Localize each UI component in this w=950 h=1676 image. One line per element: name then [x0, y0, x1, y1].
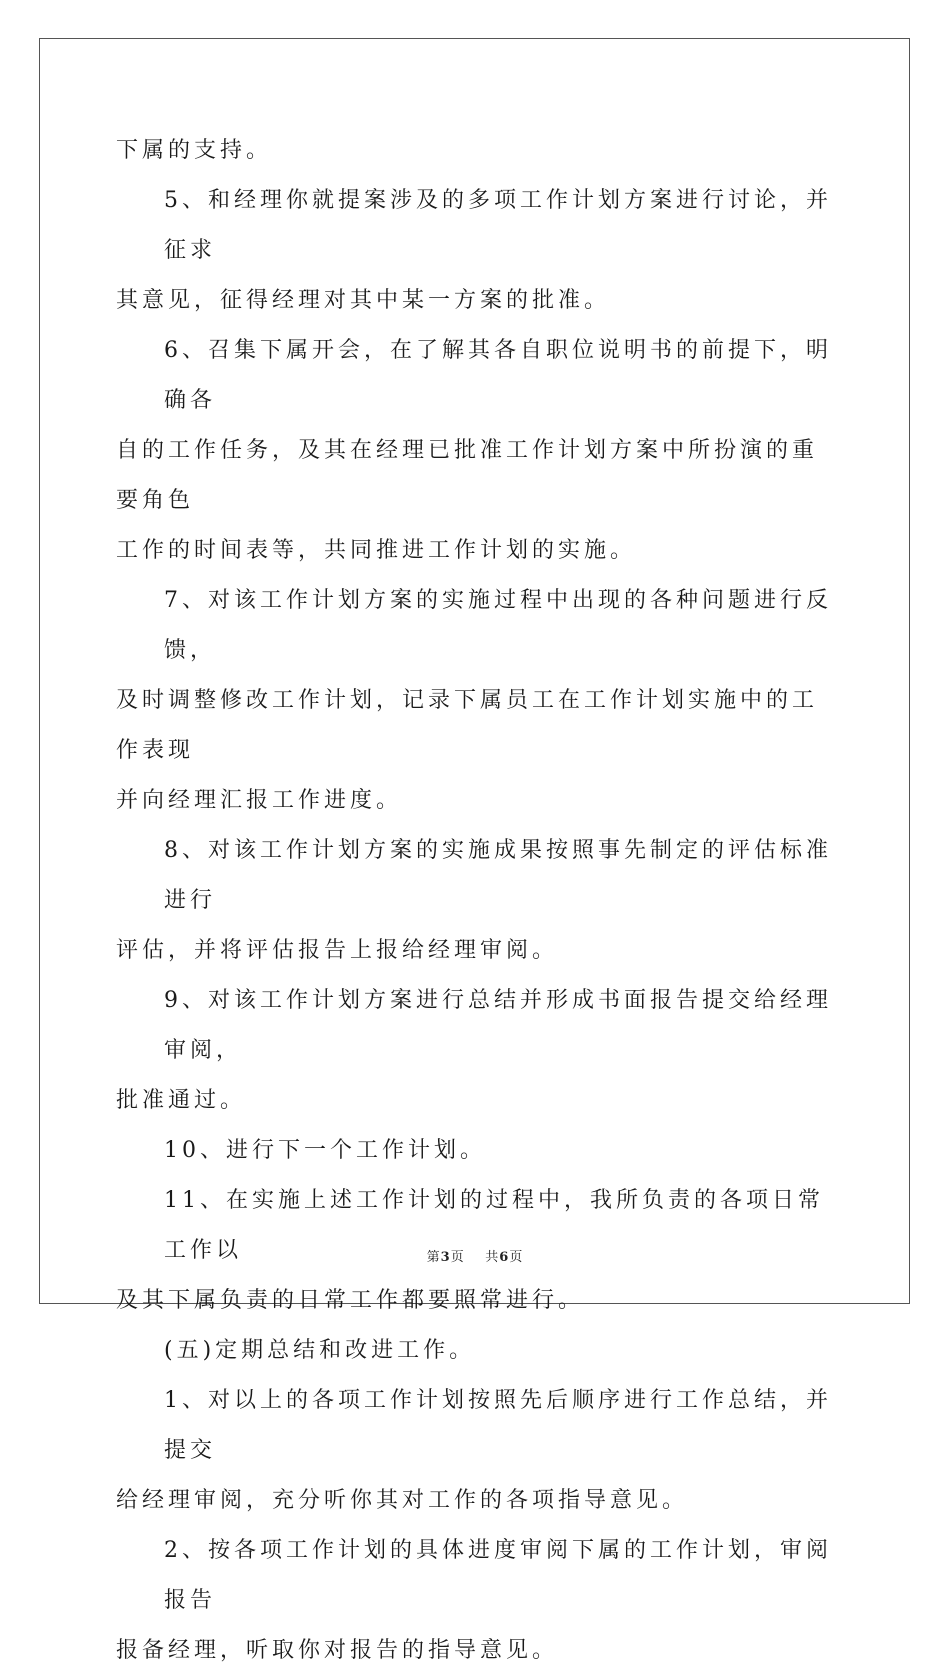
text-line: 及时调整修改工作计划，记录下属员工在工作计划实施中的工作表现 [116, 688, 819, 763]
footer-page-suffix: 页 [450, 1250, 465, 1265]
text-line: 2、按各项工作计划的具体进度审阅下属的工作计划，审阅报告 [164, 1538, 832, 1613]
text-line: 报备经理，听取你对报告的指导意见。 [116, 1638, 559, 1663]
text-line: 下属的支持。 [116, 138, 273, 163]
text-line: 工作的时间表等，共同推进工作计划的实施。 [116, 538, 637, 563]
text-line: 9、对该工作计划方案进行总结并形成书面报告提交给经理审阅， [164, 988, 832, 1063]
page-footer [0, 1246, 950, 1265]
footer-page-prefix: 第 [426, 1250, 441, 1265]
footer-page-number: 3 [440, 1250, 451, 1265]
text-line: 8、对该工作计划方案的实施成果按照事先制定的评估标准进行 [164, 838, 832, 913]
footer-total-prefix: 共 [485, 1250, 500, 1265]
footer-total-pages: 6 [499, 1250, 510, 1265]
text-line: 5、和经理你就提案涉及的多项工作计划方案进行讨论，并征求 [164, 188, 832, 263]
text-line: (五)定期总结和改进工作。 [164, 1338, 476, 1363]
text-line: 6、召集下属开会，在了解其各自职位说明书的前提下，明确各 [164, 338, 832, 413]
text-line: 其意见，征得经理对其中某一方案的批准。 [116, 288, 611, 313]
text-line: 批准通过。 [116, 1088, 247, 1113]
text-line: 及其下属负责的日常工作都要照常进行。 [116, 1288, 585, 1313]
text-line: 自的工作任务，及其在经理已批准工作计划方案中所扮演的重要角色 [116, 438, 819, 513]
text-line: 7、对该工作计划方案的实施过程中出现的各种问题进行反馈， [164, 588, 832, 663]
text-line: 10、进行下一个工作计划。 [164, 1138, 486, 1163]
text-line: 并向经理汇报工作进度。 [116, 788, 403, 813]
document-body [116, 126, 840, 1676]
text-line: 11、在实施上述工作计划的过程中，我所负责的各项日常工作以 [164, 1188, 824, 1263]
text-line: 给经理审阅，充分听你其对工作的各项指导意见。 [116, 1488, 689, 1513]
text-line: 1、对以上的各项工作计划按照先后顺序进行工作总结，并提交 [164, 1388, 832, 1463]
footer-total-suffix: 页 [509, 1250, 524, 1265]
text-line: 评估，并将评估报告上报给经理审阅。 [116, 938, 559, 963]
